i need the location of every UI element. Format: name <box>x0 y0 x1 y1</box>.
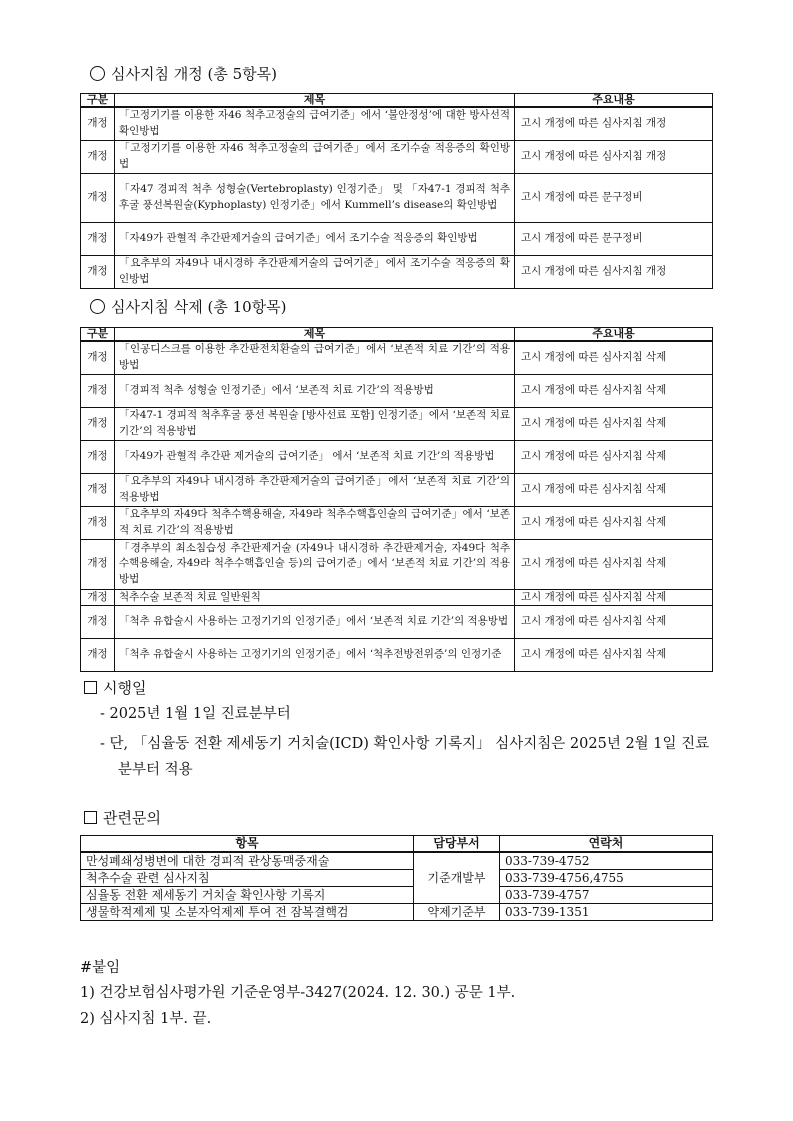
table-row <box>81 222 713 255</box>
effective-heading: 시행일 <box>84 678 146 698</box>
effective-item: - 2025년 1월 1일 진료분부터 <box>100 706 291 722</box>
row-summary: 고시 개정에 따른 문구정비 <box>515 173 713 222</box>
deletion-heading: 심사지침 삭제 (총 10항목) <box>90 297 287 317</box>
contact-phone: 033-739-4756,4755 <box>500 869 713 886</box>
contact-department: 약제기준부 <box>414 903 500 920</box>
row-title: 「고정기기를 이용한 자46 척추고정술의 급여기준」에서 ‘불안정성’에 대한 방사선적 확인방법 <box>115 107 515 140</box>
row-category: 개정 <box>81 341 115 374</box>
row-category: 개정 <box>81 173 115 222</box>
table-row <box>81 639 713 672</box>
contact-item: 심율동 전환 제세동기 거치술 확인사항 기록지 <box>81 886 414 903</box>
contact-phone: 033-739-1351 <box>500 903 713 920</box>
row-summary: 고시 개정에 따른 심사지침 삭제 <box>515 341 713 374</box>
row-category: 개정 <box>81 506 115 539</box>
row-summary: 고시 개정에 따른 심사지침 삭제 <box>515 539 713 589</box>
row-category: 개정 <box>81 589 115 606</box>
contact-item: 만성폐쇄성병변에 대한 경피적 관상동맥중재술 <box>81 852 414 870</box>
row-summary: 고시 개정에 따른 심사지침 삭제 <box>515 473 713 506</box>
header-category: 구분 <box>81 328 115 342</box>
row-category: 개정 <box>81 639 115 672</box>
row-title: 「척추 유합술시 사용하는 고정기기의 인정기준」에서 ‘척추전방전위증’의 인정기준 <box>115 639 515 672</box>
row-title: 「경피적 척추 성형술 인정기준」에서 ‘보존적 치료 기간’의 적용방법 <box>115 374 515 407</box>
table-row <box>81 852 713 870</box>
row-title: 「자47-1 경피적 척추후굴 풍선 복원술 [방사선료 포함] 인정기준」에서 ‘보존적 치료 기간’의 적용방법 <box>115 407 515 440</box>
row-summary: 고시 개정에 따른 심사지침 삭제 <box>515 589 713 606</box>
table-row <box>81 869 713 886</box>
row-category: 개정 <box>81 140 115 173</box>
row-category: 개정 <box>81 539 115 589</box>
checkbox-bullet-icon <box>84 811 97 824</box>
row-category: 개정 <box>81 374 115 407</box>
row-summary: 고시 개정에 따른 심사지침 삭제 <box>515 407 713 440</box>
header-summary: 주요내용 <box>515 328 713 342</box>
table-row <box>81 886 713 903</box>
contact-phone: 033-739-4757 <box>500 886 713 903</box>
table-row <box>81 107 713 140</box>
header-title: 제목 <box>115 94 515 108</box>
circle-bullet-icon <box>90 299 105 314</box>
attachment-item: 2) 심사지침 1부. 끝. <box>80 1011 212 1027</box>
table-row <box>81 407 713 440</box>
attachments-heading: #붙임 <box>80 960 121 976</box>
row-summary: 고시 개정에 따른 심사지침 삭제 <box>515 639 713 672</box>
contact-department: 기준개발부 <box>414 852 500 904</box>
table-row <box>81 255 713 288</box>
table-row <box>81 341 713 374</box>
row-title: 「인공디스크를 이용한 추간판전치환술의 급여기준」에서 ‘보존적 치료 기간’의 적용방법 <box>115 341 515 374</box>
row-category: 개정 <box>81 473 115 506</box>
row-title: 「자49가 관혈적 추간판제거술의 급여기준」에서 조기수술 적응증의 확인방법 <box>115 222 515 255</box>
row-category: 개정 <box>81 107 115 140</box>
row-title: 「자47 경피적 척추 성형술(Vertebroplasty) 인정기준」 및 「자47-1 경피적 척추후굴 풍선복원술(Kyphoplasty) 인정기준」에서 Kummell’s disease의 확인방법 <box>115 173 515 222</box>
row-summary: 고시 개정에 따른 심사지침 개정 <box>515 140 713 173</box>
header-department: 담당부서 <box>414 836 500 852</box>
contact-heading: 관련문의 <box>84 808 161 828</box>
row-title: 「고정기기를 이용한 자46 척추고정술의 급여기준」에서 조기수술 적응증의 확인방법 <box>115 140 515 173</box>
row-summary: 고시 개정에 따른 심사지침 삭제 <box>515 506 713 539</box>
effective-item: - 단, 「심율동 전환 제세동기 거치술(ICD) 확인사항 기록지」 심사지침은 2025년 2월 1일 진료분부터 적용 <box>100 736 710 778</box>
table-row <box>81 173 713 222</box>
table-row <box>81 506 713 539</box>
row-category: 개정 <box>81 606 115 639</box>
header-item: 항목 <box>81 836 414 852</box>
row-summary: 고시 개정에 따른 심사지침 삭제 <box>515 440 713 473</box>
row-category: 개정 <box>81 222 115 255</box>
table-row <box>81 903 713 920</box>
row-summary: 고시 개정에 따른 심사지침 삭제 <box>515 606 713 639</box>
contact-table <box>80 835 713 921</box>
table-row <box>81 374 713 407</box>
row-category: 개정 <box>81 407 115 440</box>
revision-table <box>80 93 713 289</box>
row-title: 「척추 유합술시 사용하는 고정기기의 인정기준」에서 ‘보존적 치료 기간’의 적용방법 <box>115 606 515 639</box>
row-title: 「요추부의 자49다 척추수핵용해술, 자49라 척추수핵흡인술의 급여기준」에서 ‘보존적 치료 기간’의 적용방법 <box>115 506 515 539</box>
row-title: 「요추부의 자49나 내시경하 추간판제거술의 급여기준」에서 ‘보존적 치료 기간’의 적용방법 <box>115 473 515 506</box>
row-summary: 고시 개정에 따른 심사지침 개정 <box>515 107 713 140</box>
contact-item: 척추수술 관련 심사지침 <box>81 869 414 886</box>
table-row <box>81 473 713 506</box>
circle-bullet-icon <box>90 66 105 81</box>
row-summary: 고시 개정에 따른 문구정비 <box>515 222 713 255</box>
row-category: 개정 <box>81 255 115 288</box>
table-row <box>81 440 713 473</box>
row-title: 「자49가 관혈적 추간판 제거술의 급여기준」 에서 ‘보존적 치료 기간’의 적용방법 <box>115 440 515 473</box>
row-summary: 고시 개정에 따른 심사지침 개정 <box>515 255 713 288</box>
contact-item: 생물학적제제 및 소분자억제제 투여 전 잠복결핵검 <box>81 903 414 920</box>
deletion-table <box>80 327 713 672</box>
row-title: 「요추부의 자49나 내시경하 추간판제거술의 급여기준」에서 조기수술 적응증의 확인방법 <box>115 255 515 288</box>
contact-phone: 033-739-4752 <box>500 852 713 870</box>
row-title: 「경추부의 최소침습성 추간판제거술 (자49나 내시경하 추간판제거술, 자49다 척추수핵용해술, 자49라 척추수핵흡인술 등)의 급여기준」에서 ‘보존적 치료 기간’의 적용방법 <box>115 539 515 589</box>
checkbox-bullet-icon <box>84 681 97 694</box>
attachment-item: 1) 건강보험심사평가원 기준운영부-3427(2024. 12. 30.) 공문 1부. <box>80 985 516 1001</box>
row-category: 개정 <box>81 440 115 473</box>
row-title: 척추수술 보존적 치료 일반원칙 <box>115 589 515 606</box>
table-row <box>81 539 713 589</box>
table-row <box>81 606 713 639</box>
header-title: 제목 <box>115 328 515 342</box>
revision-heading: 심사지침 개정 (총 5항목) <box>90 64 277 84</box>
table-row <box>81 140 713 173</box>
row-summary: 고시 개정에 따른 심사지침 삭제 <box>515 374 713 407</box>
header-summary: 주요내용 <box>515 94 713 108</box>
header-phone: 연락처 <box>500 836 713 852</box>
table-row <box>81 589 713 606</box>
header-category: 구분 <box>81 94 115 108</box>
